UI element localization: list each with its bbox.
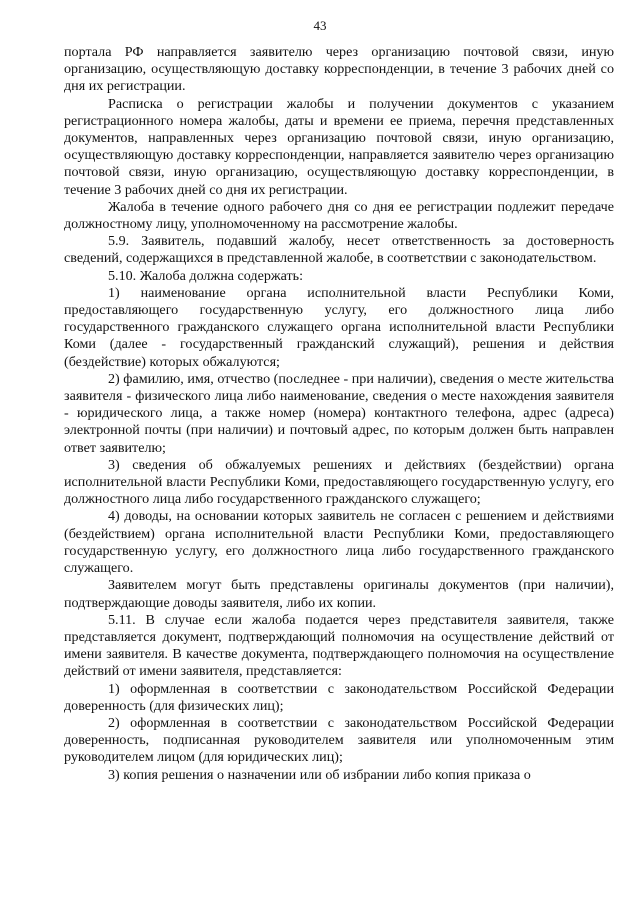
paragraph-5-11: 5.11. В случае если жалоба подается через представителя заявителя, также представляется документ, подтверждающий полномочия на осуществление действий от имени заявителя. В качестве документа, подтверждающего полномочия на осуществление действий от имени заявителя, представляется: <box>64 611 614 680</box>
page-number: 43 <box>313 18 327 33</box>
paragraph-transfer: Жалоба в течение одного рабочего дня со дня ее регистрации подлежит передаче должностному лицу, уполномоченному на рассмотрение жалобы. <box>64 198 614 233</box>
list-item-5-11-3: 3) копия решения о назначении или об избрании либо копия приказа о <box>108 766 531 783</box>
list-item-5-10-2: 2) фамилию, имя, отчество (последнее - при наличии), сведения о месте жительства заявителя - физического лица либо наименование, сведения о месте нахождения заявителя - юридического лица, а также номер (номера) контактного телефона, адрес (адреса) электронной почты (при наличии) и почтовый адрес, по которым должен быть направлен ответ заявителю; <box>64 370 614 456</box>
list-item-5-10-4: 4) доводы, на основании которых заявитель не согласен с решением и действиями (бездействием) органа исполнительной власти Республики Коми, предоставляющего государственную услугу, его должностного лица либо государственного гражданского служащего. <box>64 508 614 577</box>
paragraph-5-9: 5.9. Заявитель, подавший жалобу, несет ответственность за достоверность сведений, содержащихся в представленной жалобе, в соответствии с законодательством. <box>64 233 614 267</box>
paragraph-continuation: портала РФ направляется заявителю через организацию почтовой связи, иную организацию, осуществляющую доставку корреспонденции, в течение 3 рабочих дней со дня их регистрации. <box>64 44 614 95</box>
list-item-5-10-3: 3) сведения об обжалуемых решениях и действиях (бездействии) органа исполнительной власти Республики Коми, предоставляющего государственную услугу, его должностного лица либо государственного гражданского служащего; <box>64 456 614 508</box>
paragraph-5-10: 5.10. Жалоба должна содержать: <box>108 267 304 284</box>
list-item-5-11-2: 2) оформленная в соответствии с законодательством Российской Федерации доверенность, подписанная руководителем заявителя или уполномоченным этим руководителем лицом (для юридических лиц); <box>64 714 614 766</box>
list-item-5-11-1: 1) оформленная в соответствии с законодательством Российской Федерации доверенность (для физических лиц); <box>64 680 614 714</box>
list-item-5-10-1: 1) наименование органа исполнительной власти Республики Коми, предоставляющего государственную услугу, его должностного лица либо государственного гражданского служащего органа исполнительной власти Республики Коми (далее - государственный гражданский служащий), решения и действия (бездействие) которых обжалуются; <box>64 284 614 370</box>
paragraph-receipt: Расписка о регистрации жалобы и получении документов с указанием регистрационного номера жалобы, даты и времени ее приема, перечня представленных документов, направленных через организацию почтовой связи, иную организацию, осуществляющую доставку корреспонденции, направляется заявителю через организацию почтовой связи, иную организацию, осуществляющую доставку корреспонденции, в течение 3 рабочих дней со дня их регистрации. <box>64 95 614 198</box>
paragraph-originals: Заявителем могут быть представлены оригиналы документов (при наличии), подтверждающие доводы заявителя, либо их копии. <box>64 577 614 611</box>
document-body <box>64 44 614 784</box>
